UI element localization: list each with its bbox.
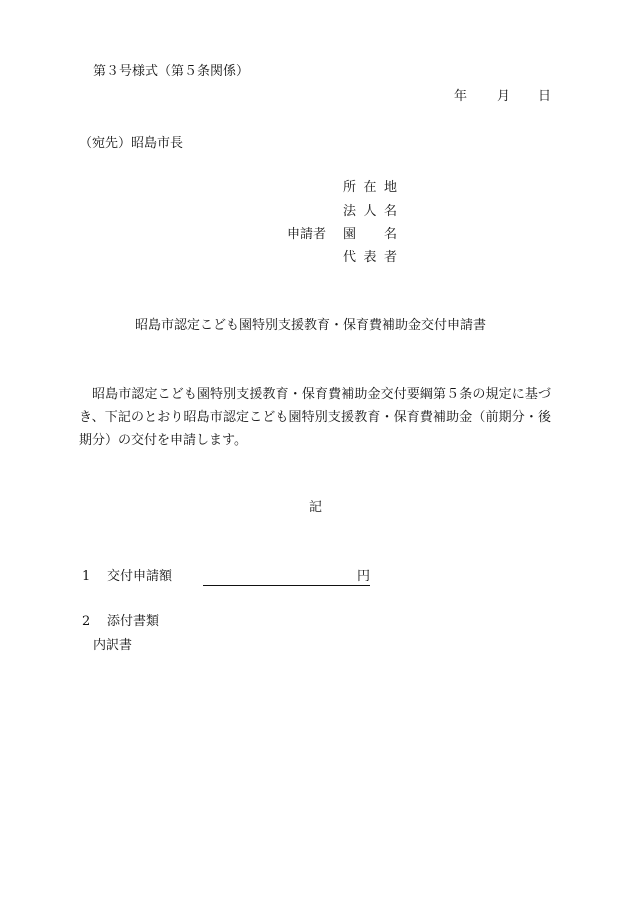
item-label-attachments: 添付書類 [107, 614, 160, 629]
ki-heading: 記 [309, 500, 323, 515]
field-corporation-label [343, 204, 397, 220]
item-number: 2 [82, 614, 91, 629]
date-day-label: 日 [538, 89, 552, 104]
amount-field [203, 569, 370, 586]
field-char: 園 [343, 227, 357, 242]
field-char: 名 [383, 227, 397, 242]
field-school-name-label [343, 227, 397, 243]
field-char: 法 [343, 204, 357, 219]
field-char: 者 [383, 250, 397, 265]
item-label-amount: 交付申請額 [107, 569, 173, 584]
applicant-label: 申請者 [287, 227, 327, 242]
amount-unit: 円 [356, 569, 370, 584]
field-representative-label [343, 250, 397, 266]
form-number: 第３号様式（第５条関係） [93, 64, 250, 79]
addressee: （宛先）昭島市長 [79, 136, 184, 151]
field-char: 所 [343, 180, 357, 195]
attachment-item: 内訳書 [93, 638, 133, 653]
item-number: 1 [82, 569, 91, 584]
field-char: 在 [363, 180, 377, 195]
field-char: 名 [383, 204, 397, 219]
date-month-label: 月 [497, 89, 511, 104]
field-char: 地 [383, 180, 397, 195]
body-paragraph: 昭島市認定こども園特別支援教育・保育費補助金交付要綱第５条の規定に基づき、下記のとおり昭島市認定こども園特別支援教育・保育費補助金（前期分・後期分）の交付を申請します。 [79, 387, 551, 448]
field-char: 表 [363, 250, 377, 265]
field-char: 代 [343, 250, 357, 265]
field-char: 人 [363, 204, 377, 219]
date-year-label: 年 [454, 89, 468, 104]
document-title: 昭島市認定こども園特別支援教育・保育費補助金交付申請書 [135, 318, 487, 333]
field-address-label [343, 180, 397, 196]
